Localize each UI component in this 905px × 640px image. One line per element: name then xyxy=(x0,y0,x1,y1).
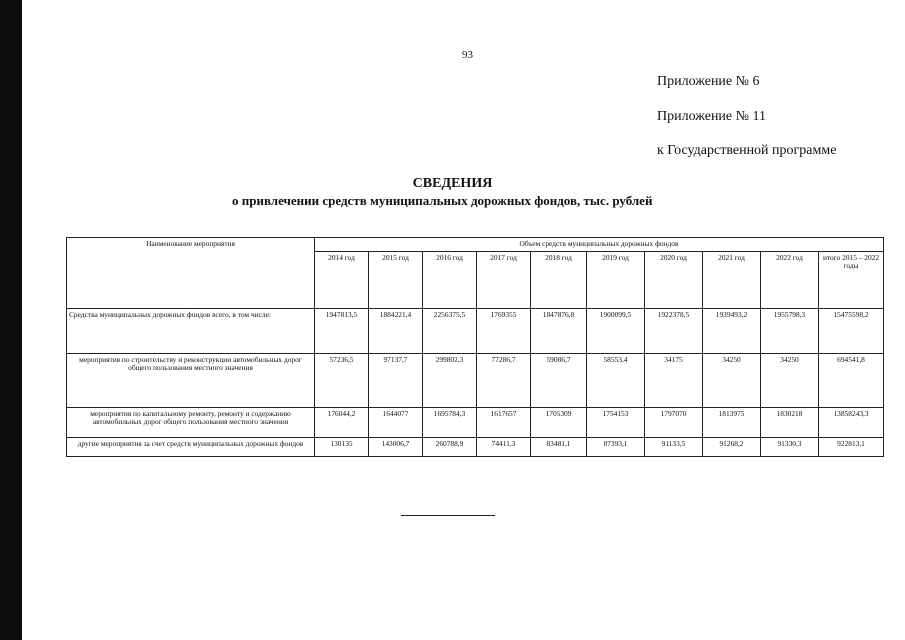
value-cell: 91330,3 xyxy=(761,437,819,456)
value-cell: 34250 xyxy=(703,353,761,407)
value-cell: 97137,7 xyxy=(369,353,423,407)
value-cell: 143006,7 xyxy=(369,437,423,456)
value-cell: 74411,3 xyxy=(477,437,531,456)
value-cell: 260788,9 xyxy=(423,437,477,456)
value-cell: 1922378,5 xyxy=(645,308,703,353)
appendix-line-2: Приложение № 11 xyxy=(657,109,766,124)
row-name: мероприятия по капитальному ремонту, ремонту и содержанию автомобильных дорог общего пользования местного значения xyxy=(67,407,315,437)
value-cell: 1797070 xyxy=(645,407,703,437)
value-cell: 1900099,5 xyxy=(587,308,645,353)
value-cell: 1695784,3 xyxy=(423,407,477,437)
appendix-line-3: к Государственной программе xyxy=(657,143,837,158)
value-cell: 299802,3 xyxy=(423,353,477,407)
table-header-row xyxy=(67,238,884,252)
value-cell: 1830218 xyxy=(761,407,819,437)
year-header: 2017 год xyxy=(477,251,531,308)
year-header: 2014 год xyxy=(315,251,369,308)
value-cell: 34175 xyxy=(645,353,703,407)
bottom-divider-line xyxy=(401,515,495,516)
scan-edge-bar xyxy=(0,0,22,640)
year-header: 2022 год xyxy=(761,251,819,308)
appendix-line-1: Приложение № 6 xyxy=(657,74,760,89)
value-cell: 77286,7 xyxy=(477,353,531,407)
row-name: мероприятия по строительству и реконструкции автомобильных дорог общего пользования местного значения xyxy=(67,353,315,407)
value-cell: 91133,5 xyxy=(645,437,703,456)
table-row xyxy=(67,308,884,353)
year-header: 2016 год xyxy=(423,251,477,308)
value-cell: 83481,1 xyxy=(531,437,587,456)
value-cell: 1884221,4 xyxy=(369,308,423,353)
value-cell: 1644077 xyxy=(369,407,423,437)
funds-table xyxy=(66,237,884,457)
value-cell: 34250 xyxy=(761,353,819,407)
value-cell: 176044,2 xyxy=(315,407,369,437)
value-cell: 1705309 xyxy=(531,407,587,437)
value-cell: 1955798,3 xyxy=(761,308,819,353)
value-cell: 91268,2 xyxy=(703,437,761,456)
name-column-header: Наименование мероприятия xyxy=(67,238,315,309)
total-cell: 694541,8 xyxy=(819,353,884,407)
row-name: другие мероприятия за счет средств муниципальных дорожных фондов xyxy=(67,437,315,456)
year-header: 2021 год xyxy=(703,251,761,308)
value-cell: 87393,1 xyxy=(587,437,645,456)
year-header: 2019 год xyxy=(587,251,645,308)
value-cell: 1947813,5 xyxy=(315,308,369,353)
value-cell: 1754153 xyxy=(587,407,645,437)
value-cell: 2256375,5 xyxy=(423,308,477,353)
document-subtitle: о привлечении средств муниципальных дорожных фондов, тыс. рублей xyxy=(232,193,653,208)
value-cell: 1617657 xyxy=(477,407,531,437)
row-name: Средства муниципальных дорожных фондов всего, в том числе: xyxy=(67,308,315,353)
year-header: 2015 год xyxy=(369,251,423,308)
document-title: СВЕДЕНИЯ xyxy=(412,176,493,191)
total-cell: 922813,1 xyxy=(819,437,884,456)
volume-column-header: Объем средств муниципальных дорожных фондов xyxy=(315,238,884,252)
table-row xyxy=(67,407,884,437)
total-cell: 15475598,2 xyxy=(819,308,884,353)
page-number: 93 xyxy=(462,49,473,61)
value-cell: 59086,7 xyxy=(531,353,587,407)
year-header: 2018 год xyxy=(531,251,587,308)
year-header: 2020 год xyxy=(645,251,703,308)
value-cell: 130135 xyxy=(315,437,369,456)
value-cell: 1939493,2 xyxy=(703,308,761,353)
total-header: итого 2015 – 2022 годы xyxy=(819,251,884,308)
total-cell: 13858243,3 xyxy=(819,407,884,437)
value-cell: 58553,4 xyxy=(587,353,645,407)
value-cell: 1813975 xyxy=(703,407,761,437)
value-cell: 1847876,8 xyxy=(531,308,587,353)
table-row xyxy=(67,437,884,456)
table-row xyxy=(67,353,884,407)
value-cell: 57236,5 xyxy=(315,353,369,407)
value-cell: 1769355 xyxy=(477,308,531,353)
